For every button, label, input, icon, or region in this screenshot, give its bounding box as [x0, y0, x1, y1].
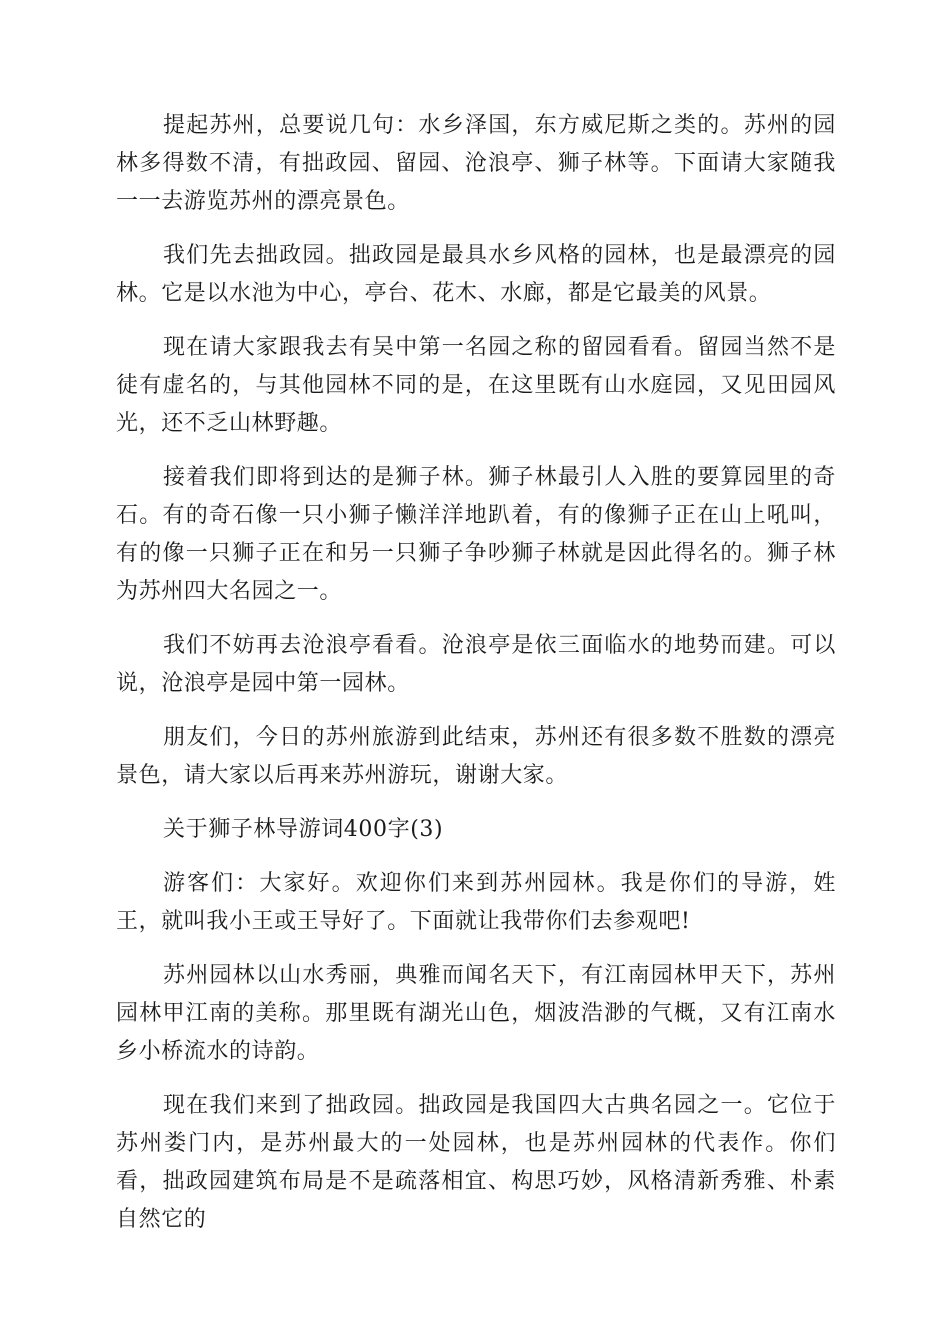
section-title: 关于狮子林导游词400字(3) [163, 817, 444, 842]
paragraph-welcome: 游客们：大家好。欢迎你们来到苏州园林。我是你们的导游，姓王，就叫我小王或王导好了。下面就让我带你们去参观吧! [116, 871, 836, 934]
paragraph-canglangting: 我们不妨再去沧浪亭看看。沧浪亭是依三面临水的地势而建。可以说，沧浪亭是园中第一园林。 [116, 633, 836, 696]
document-body [116, 107, 836, 1255]
paragraph-zhuozhengyuan-2: 现在我们来到了拙政园。拙政园是我国四大古典名园之一。它位于苏州娄门内，是苏州最大的一处园林，也是苏州园林的代表作。你们看，拙政园建筑布局是不是疏落相宜、构思巧妙，风格清新秀雅、朴素自然它的 [116, 1093, 836, 1232]
paragraph-closing: 朋友们，今日的苏州旅游到此结束，苏州还有很多数不胜数的漂亮景色，请大家以后再来苏州游玩，谢谢大家。 [116, 725, 836, 788]
paragraph-zhuozhengyuan: 我们先去拙政园。拙政园是最具水乡风格的园林，也是最漂亮的园林。它是以水池为中心，亭台、花木、水廊，都是它最美的风景。 [116, 243, 836, 306]
paragraph-liuyuan: 现在请大家跟我去有吴中第一名园之称的留园看看。留园当然不是徒有虚名的，与其他园林不同的是，在这里既有山水庭园，又见田园风光，还不乏山林野趣。 [116, 335, 836, 436]
paragraph-shizilin: 接着我们即将到达的是狮子林。狮子林最引人入胜的要算园里的奇石。有的奇石像一只小狮子懒洋洋地趴着，有的像狮子正在山上吼叫，有的像一只狮子正在和另一只狮子争吵狮子林就是因此得名的。狮子林为苏州四大名园之一。 [116, 465, 836, 604]
paragraph-suzhou-gardens: 苏州园林以山水秀丽，典雅而闻名天下，有江南园林甲天下，苏州园林甲江南的美称。那里既有湖光山色，烟波浩渺的气概，又有江南水乡小桥流水的诗韵。 [116, 963, 836, 1064]
paragraph-intro: 提起苏州，总要说几句：水乡泽国，东方威尼斯之类的。苏州的园林多得数不清，有拙政园、留园、沧浪亭、狮子林等。下面请大家随我一一去游览苏州的漂亮景色。 [116, 113, 836, 214]
